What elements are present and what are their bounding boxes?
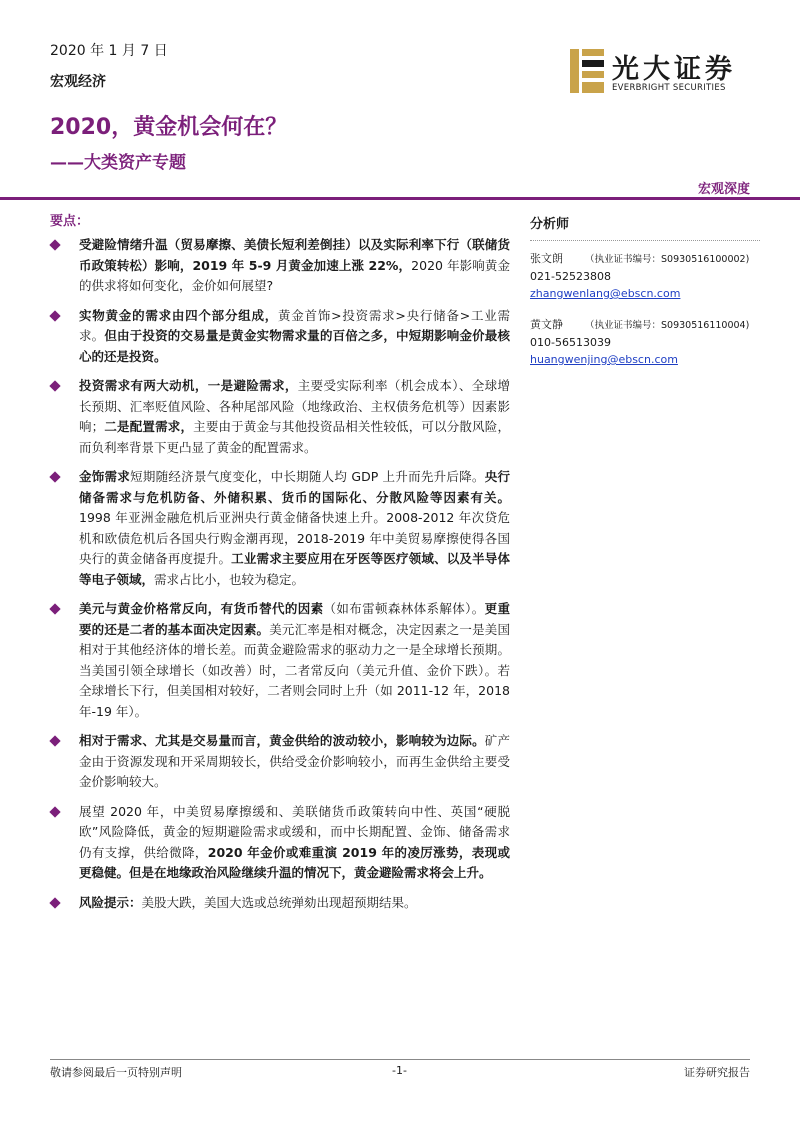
bullet-text: 2020 年金价或难重演 2019 年的凌厉涨势，表现或更稳健。但是在地缘政治风险继续升温的情况下，黄金避险需求将会上升。 <box>79 844 510 880</box>
bullet-text: 主要由于黄金与其他投资品相关性较低，可以分散风险，而负利率背景下更凸显了黄金的配置需求。 <box>79 419 510 455</box>
diamond-bullet-icon <box>49 735 60 746</box>
diamond-bullet-icon <box>49 603 60 614</box>
analyst-cert: （执业证书编号：S0930516100002) <box>585 254 750 265</box>
everbright-logo-mark-icon <box>568 47 606 95</box>
logo-name-cn: 光大证券 <box>612 54 736 85</box>
bullet-text: 黄金首饰>投资需求>央行储备>工业需求。 <box>79 307 510 343</box>
bullet-text: 央行储备需求与危机防备、外储积累、货币的国际化、分散风险等因素有关。 <box>79 469 510 505</box>
sidebar-divider <box>530 240 760 241</box>
bullet-text: 工业需求主要应用在牙医等医疗领域、以及半导体等电子领域， <box>79 551 510 587</box>
summary-bullet-1 <box>50 235 510 297</box>
footer-divider <box>50 1059 750 1060</box>
bullet-text: 2020 年影响黄金的供求将如何变化，金价如何展望? <box>79 257 510 293</box>
analyst-cert: （执业证书编号：S0930516110004) <box>585 320 750 331</box>
analyst-card <box>530 250 760 302</box>
diamond-bullet-icon <box>49 239 60 250</box>
bullet-text: 金饰需求 <box>79 469 131 484</box>
summary-bullet-6 <box>50 731 510 793</box>
summary-section <box>50 210 510 922</box>
diamond-bullet-icon <box>49 310 60 321</box>
summary-bullet-2 <box>50 306 510 368</box>
page-subtitle: ——大类资产专题 <box>50 153 186 173</box>
footer-disclaimer: 敬请参阅最后一页特别声明 <box>50 1066 182 1079</box>
bullet-text: 更重要的还是二者的基本面决定因素。 <box>79 601 510 637</box>
analyst-name: 黄文静 <box>530 318 563 331</box>
analyst-phone: 010-56513039 <box>530 336 611 349</box>
analyst-card <box>530 316 760 368</box>
analyst-sidebar <box>530 213 760 382</box>
bullet-text: 主要受实际利率（机会成本）、全球增长预期、汇率贬值风险、各种尾部风险（地缘政治、主权债务危机等）因素影响； <box>79 378 510 434</box>
page-number: -1- <box>392 1064 407 1077</box>
everbright-logo <box>568 47 748 95</box>
bullet-text: 但由于投资的交易量是黄金实物需求量的百倍之多，中短期影响金价最核心的还是投资。 <box>79 328 510 364</box>
page-title: 2020，黄金机会何在？ <box>50 115 288 140</box>
bullet-text: 实物黄金的需求由四个部分组成， <box>79 307 279 323</box>
bullet-text: 2019 年 5-9 月黄金加速上涨 22%， <box>192 257 412 273</box>
report-date: 2020 年 1 月 7 日 <box>50 43 168 59</box>
diamond-bullet-icon <box>49 471 60 482</box>
bullet-text: 需求占比小，也较为稳定。 <box>154 571 305 587</box>
bullet-text: 投资需求有两大动机，一是避险需求， <box>79 378 298 393</box>
header-divider <box>0 197 800 200</box>
analyst-title: 分析师 <box>530 217 570 232</box>
bullet-text: 相对于需求、尤其是交易量而言，黄金供给的波动较小，影响较为边际。 <box>79 733 485 748</box>
summary-bullet-4 <box>50 467 510 590</box>
bullet-text: 美股大跌，美国大选或总统弹劾出现超预期结果。 <box>141 894 417 910</box>
report-type-label: 宏观深度 <box>697 182 750 197</box>
summary-title: 要点： <box>50 214 90 229</box>
diamond-bullet-icon <box>49 380 60 391</box>
bullet-text: 展望 2020 年，中美贸易摩擦缓和、美联储货币政策转向中性、英国“硬脱欧”风险降低，黄金的短期避险需求或缓和，而中长期配置、金饰、储备需求仍有支撑，供给微降， <box>79 803 510 860</box>
bullet-text: 矿产金由于资源发现和开采周期较长，供给受金价影响较小，而再生金供给主要受金价影响较大。 <box>79 733 510 789</box>
footer-report-label: 证券研究报告 <box>684 1066 750 1079</box>
bullet-text: （如布雷顿森林体系解体）。 <box>323 601 485 616</box>
bullet-text: 风险提示： <box>79 894 142 910</box>
summary-bullet-8 <box>50 893 510 914</box>
bullet-text: 二是配置需求， <box>104 419 194 434</box>
analyst-email-link[interactable]: zhangwenlang@ebscn.com <box>530 287 681 300</box>
bullet-text: 短期随经济景气度变化，中长期随人均 GDP 上升而先升后降。 <box>130 469 485 484</box>
summary-bullet-5 <box>50 599 510 722</box>
logo-name-en: EVERBRIGHT SECURITIES <box>612 83 726 93</box>
bullet-text: 美元与黄金价格常反向，有货币替代的因素 <box>79 601 324 616</box>
diamond-bullet-icon <box>49 806 60 817</box>
bullet-text: 1998 年亚洲金融危机后亚洲央行黄金储备快速上升。2008-2012 年次贷危机和欧债危机后各国央行购金潮再现，2018-2019 年中美贸易摩擦使得各国央行的黄金储备再度提升。 <box>79 510 510 566</box>
summary-bullet-3 <box>50 376 510 458</box>
diamond-bullet-icon <box>49 897 60 908</box>
bullet-text: 受避险情绪升温（贸易摩擦、美债长短利差倒挂）以及实际利率下行（联储货币政策转松）影响， <box>79 237 510 273</box>
summary-bullet-7 <box>50 802 510 884</box>
analyst-phone: 021-52523808 <box>530 270 611 283</box>
report-category: 宏观经济 <box>50 74 106 90</box>
analyst-email-link[interactable]: huangwenjing@ebscn.com <box>530 353 678 366</box>
analyst-name: 张文朗 <box>530 252 563 265</box>
bullet-text: 美元汇率是相对概念，决定因素之一是美国相对于其他经济体的增长差。而黄金避险需求的驱动力之一是全球增长预期。当美国引领全球增长（如改善）时，二者常反向（美元升值、金价下跌）。若全球增长下行，但美国相对较好，二者则会同时上升（如 2011-12 年，2018 年-19 年）。 <box>79 621 510 719</box>
